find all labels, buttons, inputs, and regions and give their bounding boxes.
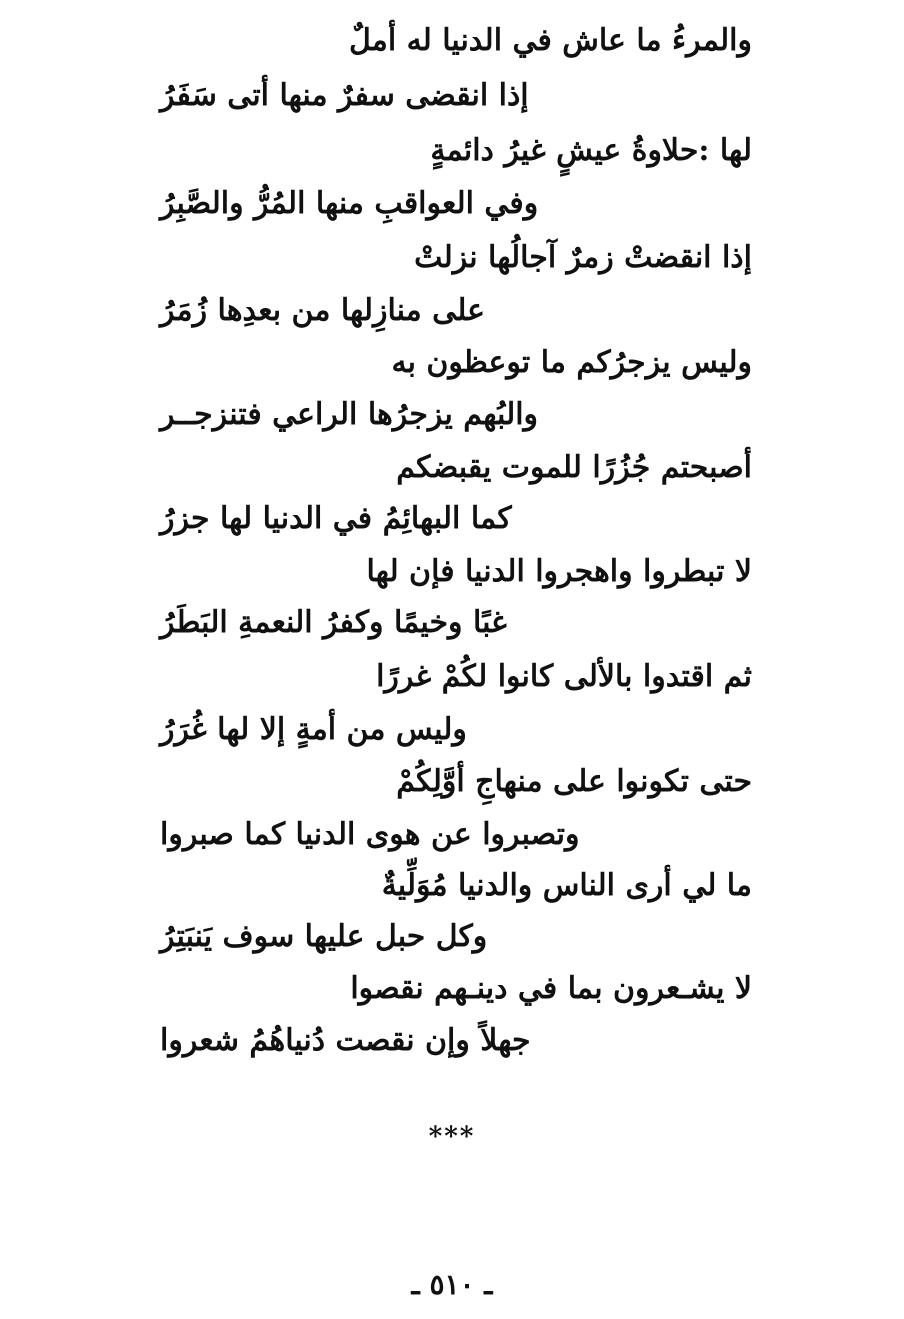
verse-line-16: وتصبروا عن هوى الدنيا كما صبروا	[160, 817, 580, 852]
page-number: ـ ٥١٠ ـ	[411, 1268, 493, 1301]
verse-line-14: وليس من أمةٍ إلا لها غُرَرُ	[160, 712, 467, 747]
verse-line-2: إذا انقضى سفرٌ منها أتى سَفَرُ	[160, 78, 529, 113]
verse-line-11: لا تبطروا واهجروا الدنيا فإن لها	[366, 554, 752, 589]
verse-line-18: وكل حبل عليها سوف يَنبَتِرُ	[160, 919, 488, 954]
verse-line-10: كما البهائِمُ في الدنيا لها جزرُ	[160, 501, 512, 536]
verse-line-5: إذا انقضتْ زمرٌ آجالُها نزلتْ	[414, 240, 752, 275]
verse-line-19: لا يشـعرون بما في دينـهم نقصوا	[350, 971, 752, 1006]
verse-line-4: وفي العواقبِ منها المُرُّ والصَّبِرُ	[160, 186, 539, 221]
verse-line-15: حتى تكونوا على منهاجِ أوَّلِكُمْ	[396, 764, 752, 799]
verse-line-17: ما لي أرى الناس والدنيا مُوَلِّيةٌ	[381, 868, 752, 903]
section-ornament: ***	[428, 1122, 476, 1152]
verse-line-9: أصبحتم جُزُرًا للموت يقبضكم	[396, 450, 752, 485]
verse-line-20: جهلاً وإن نقصت دُنياهُمُ شعروا	[160, 1023, 531, 1058]
verse-line-6: على منازِلها من بعدِها زُمَرُ	[160, 293, 486, 328]
verse-line-8: والبُهم يزجرُها الراعي فتنزجــر	[160, 397, 539, 432]
verse-line-13: ثم اقتدوا بالألى كانوا لكُمْ غررًا	[376, 659, 752, 694]
verse-line-1: والمرءُ ما عاش في الدنيا له أملٌ	[349, 23, 752, 58]
verse-line-12: غبًا وخيمًا وكفرُ النعمةِ البَطَرُ	[160, 605, 507, 640]
verse-line-3: لها :حلاوةُ عيشٍ غيرُ دائمةٍ	[430, 133, 752, 168]
verse-line-7: وليس يزجرُكم ما توعظون به	[391, 345, 752, 380]
